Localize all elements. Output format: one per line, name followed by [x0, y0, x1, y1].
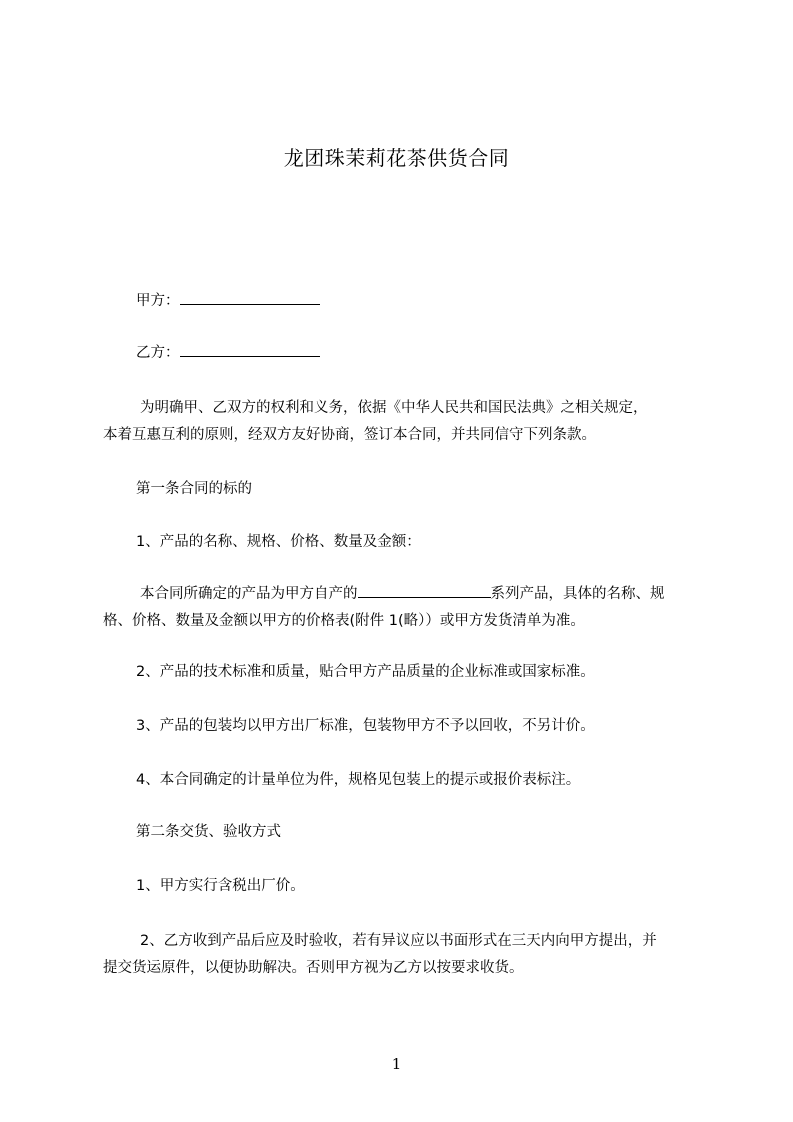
article-1-item-4: 4、本合同确定的计量单位为件，规格见包装上的提示或报价表标注。: [136, 772, 581, 788]
page-number: 1: [391, 1055, 402, 1073]
article-1-item-2: 2、产品的技术标准和质量，贴合甲方产品质量的企业标准或国家标准。: [136, 664, 595, 680]
party-a-line: [103, 288, 751, 315]
article-2-item-1: 1、甲方实行含税出厂价。: [136, 878, 305, 894]
product-line-2: 格、价格、数量及金额以甲方的价格表(附件 1(略））或甲方发货清单为准。: [103, 613, 585, 629]
product-line-1-post: 系列产品，具体的名称、规: [490, 586, 665, 602]
product-line-1-pre: 本合同所确定的产品为甲方自产的: [140, 586, 358, 602]
party-b-blank: [180, 340, 320, 357]
party-b-label: 乙方：: [136, 345, 180, 361]
party-b-line: [103, 340, 751, 367]
party-a-blank: [180, 288, 320, 305]
intro-line-2: 本着互惠互利的原则，经双方友好协商，签订本合同，并共同信守下列条款。: [103, 427, 596, 443]
article-1-item-3: 3、产品的包装均以甲方出厂标准，包装物甲方不予以回收，不另计价。: [136, 718, 595, 734]
product-series-blank: [358, 581, 491, 598]
article-1-item-1: 1、产品的名称、规格、价格、数量及金额：: [136, 534, 421, 550]
party-a-label: 甲方：: [136, 293, 180, 309]
document-title: 龙团珠茉莉花茶供货合同: [283, 146, 510, 170]
article-1-heading: 第一条合同的标的: [136, 481, 252, 497]
article-2-item-2-line-2: 提交货运原件，以便协助解决。否则甲方视为乙方以按要求收货。: [103, 960, 524, 976]
intro-line-1: 为明确甲、乙双方的权利和义务，依据《中华人民共和国民法典》之相关规定，: [140, 400, 648, 416]
article-2-heading: 第二条交货、验收方式: [136, 824, 281, 840]
article-2-item-2-line-1: 2、乙方收到产品后应及时验收，若有异议应以书面形式在三天内向甲方提出，并: [140, 933, 657, 949]
product-line-1: [103, 581, 755, 608]
